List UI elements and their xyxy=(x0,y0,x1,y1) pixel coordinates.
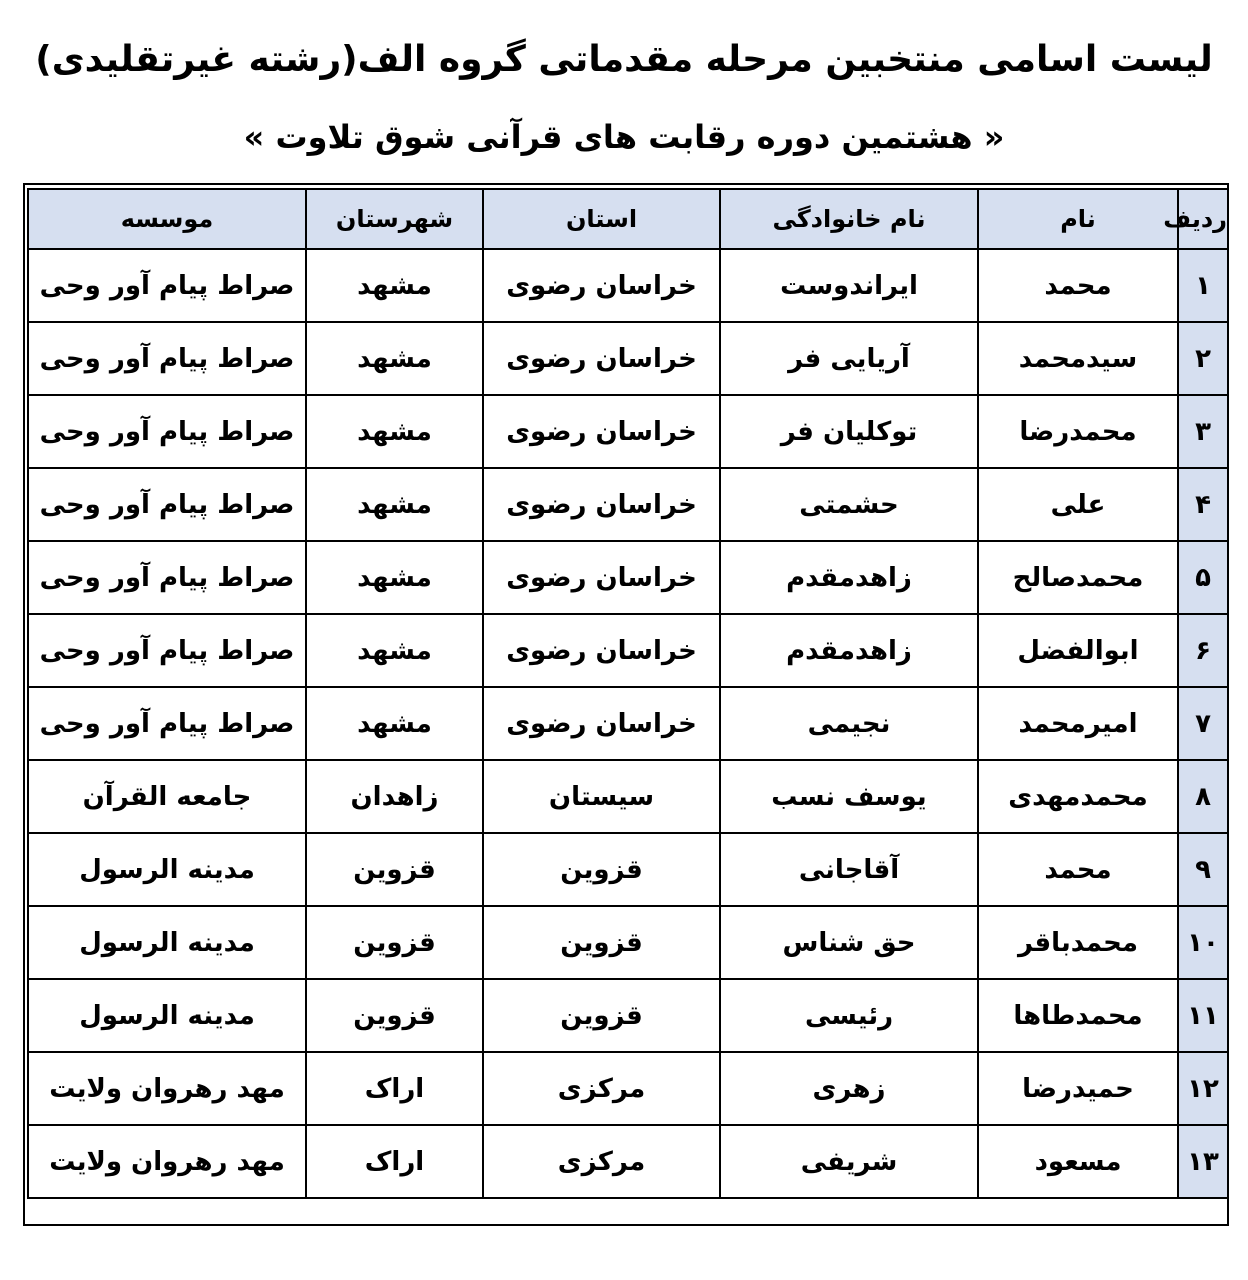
table-row xyxy=(28,1125,1228,1198)
table-row xyxy=(28,249,1228,322)
cell-ostan: قزوین xyxy=(483,833,720,906)
cell-ostan: مرکزی xyxy=(483,1125,720,1198)
table-row xyxy=(28,833,1228,906)
cell-ostan: خراسان رضوی xyxy=(483,541,720,614)
cell-shahrestan: مشهد xyxy=(306,541,483,614)
cell-family: آریایی فر xyxy=(720,322,978,395)
cell-family: حق شناس xyxy=(720,906,978,979)
cell-name: علی xyxy=(978,468,1178,541)
cell-radif: ۱۱ xyxy=(1178,979,1228,1052)
header-moasese: موسسه xyxy=(28,189,306,249)
cell-radif: ۶ xyxy=(1178,614,1228,687)
cell-ostan: خراسان رضوی xyxy=(483,468,720,541)
cell-family: زهری xyxy=(720,1052,978,1125)
document-subtitle: « هشتمین دوره رقابت های قرآنی شوق تلاوت » xyxy=(243,118,1005,156)
cell-name: محمدصالح xyxy=(978,541,1178,614)
cell-ostan: قزوین xyxy=(483,979,720,1052)
cell-moasese: صراط پیام آور وحی xyxy=(28,541,306,614)
cell-radif: ۳ xyxy=(1178,395,1228,468)
table-row xyxy=(28,906,1228,979)
table-row xyxy=(28,322,1228,395)
cell-family: توکلیان فر xyxy=(720,395,978,468)
cell-moasese: صراط پیام آور وحی xyxy=(28,687,306,760)
cell-shahrestan: مشهد xyxy=(306,614,483,687)
cell-name: حمیدرضا xyxy=(978,1052,1178,1125)
cell-ostan: قزوین xyxy=(483,906,720,979)
cell-family: زاهدمقدم xyxy=(720,541,978,614)
cell-moasese: جامعه القرآن xyxy=(28,760,306,833)
cell-moasese: صراط پیام آور وحی xyxy=(28,468,306,541)
cell-name: محمد xyxy=(978,833,1178,906)
cell-shahrestan: زاهدان xyxy=(306,760,483,833)
cell-moasese: صراط پیام آور وحی xyxy=(28,322,306,395)
cell-ostan: سیستان xyxy=(483,760,720,833)
cell-family: یوسف نسب xyxy=(720,760,978,833)
cell-family: حشمتی xyxy=(720,468,978,541)
cell-radif: ۱۰ xyxy=(1178,906,1228,979)
cell-moasese: مدینه الرسول xyxy=(28,833,306,906)
cell-moasese: مهد رهروان ولایت xyxy=(28,1125,306,1198)
cell-family: ایراندوست xyxy=(720,249,978,322)
cell-moasese: صراط پیام آور وحی xyxy=(28,249,306,322)
cell-ostan: خراسان رضوی xyxy=(483,249,720,322)
cell-name: محمدمهدی xyxy=(978,760,1178,833)
table-row xyxy=(28,687,1228,760)
cell-family: رئیسی xyxy=(720,979,978,1052)
cell-shahrestan: قزوین xyxy=(306,833,483,906)
cell-radif: ۱۳ xyxy=(1178,1125,1228,1198)
cell-radif: ۷ xyxy=(1178,687,1228,760)
cell-name: محمدطاها xyxy=(978,979,1178,1052)
document-title: لیست اسامی منتخبین مرحله مقدماتی گروه الف(رشته غیرتقلیدی) xyxy=(35,39,1213,80)
cell-radif: ۵ xyxy=(1178,541,1228,614)
cell-name: سیدمحمد xyxy=(978,322,1178,395)
cell-radif: ۲ xyxy=(1178,322,1228,395)
table-row xyxy=(28,760,1228,833)
cell-ostan: خراسان رضوی xyxy=(483,322,720,395)
cell-family: زاهدمقدم xyxy=(720,614,978,687)
table-row xyxy=(28,468,1228,541)
cell-ostan: خراسان رضوی xyxy=(483,687,720,760)
cell-name: محمد xyxy=(978,249,1178,322)
table-header-row xyxy=(28,189,1228,249)
table-row xyxy=(28,395,1228,468)
header-name: نام xyxy=(978,189,1178,249)
cell-moasese: صراط پیام آور وحی xyxy=(28,614,306,687)
cell-name: ابوالفضل xyxy=(978,614,1178,687)
cell-ostan: مرکزی xyxy=(483,1052,720,1125)
cell-ostan: خراسان رضوی xyxy=(483,614,720,687)
table-row xyxy=(28,1052,1228,1125)
table-row xyxy=(28,541,1228,614)
cell-moasese: مهد رهروان ولایت xyxy=(28,1052,306,1125)
cell-family: نجیمی xyxy=(720,687,978,760)
cell-shahrestan: مشهد xyxy=(306,468,483,541)
header-shahrestan: شهرستان xyxy=(306,189,483,249)
cell-shahrestan: مشهد xyxy=(306,395,483,468)
cell-shahrestan: اراک xyxy=(306,1125,483,1198)
cell-name: امیرمحمد xyxy=(978,687,1178,760)
cell-ostan: خراسان رضوی xyxy=(483,395,720,468)
cell-name: مسعود xyxy=(978,1125,1178,1198)
header-radif: ردیف xyxy=(1178,189,1228,249)
cell-family: آقاجانی xyxy=(720,833,978,906)
header-family: نام خانوادگی xyxy=(720,189,978,249)
cell-name: محمدباقر xyxy=(978,906,1178,979)
header-ostan: استان xyxy=(483,189,720,249)
cell-shahrestan: مشهد xyxy=(306,322,483,395)
cell-radif: ۱۲ xyxy=(1178,1052,1228,1125)
cell-moasese: مدینه الرسول xyxy=(28,906,306,979)
cell-shahrestan: اراک xyxy=(306,1052,483,1125)
cell-family: شریفی xyxy=(720,1125,978,1198)
cell-shahrestan: قزوین xyxy=(306,906,483,979)
cell-radif: ۱ xyxy=(1178,249,1228,322)
cell-shahrestan: مشهد xyxy=(306,687,483,760)
cell-shahrestan: مشهد xyxy=(306,249,483,322)
cell-name: محمدرضا xyxy=(978,395,1178,468)
cell-moasese: مدینه الرسول xyxy=(28,979,306,1052)
cell-radif: ۴ xyxy=(1178,468,1228,541)
cell-radif: ۹ xyxy=(1178,833,1228,906)
cell-moasese: صراط پیام آور وحی xyxy=(28,395,306,468)
table-row xyxy=(28,614,1228,687)
cell-shahrestan: قزوین xyxy=(306,979,483,1052)
cell-radif: ۸ xyxy=(1178,760,1228,833)
table-row xyxy=(28,979,1228,1052)
selected-list-table xyxy=(27,188,1229,1199)
